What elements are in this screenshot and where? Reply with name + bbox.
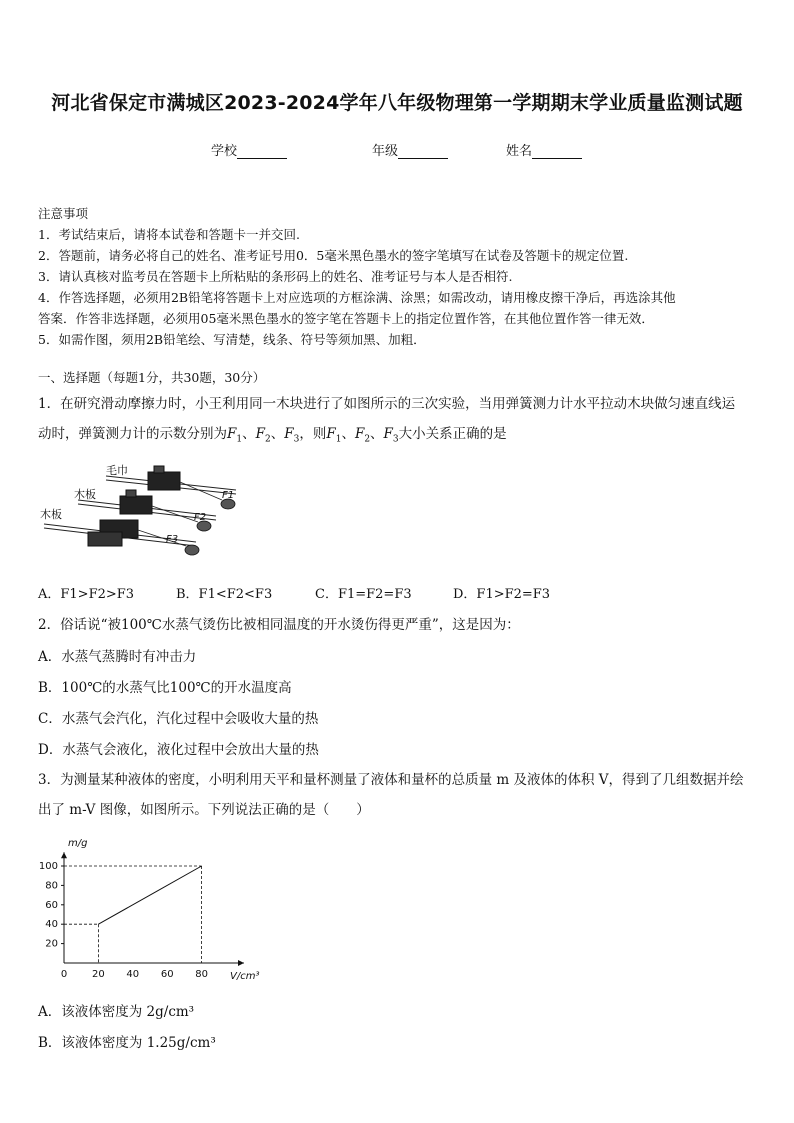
- q2-option-b[interactable]: B．100℃的水蒸气比100℃的开水温度高: [38, 680, 292, 696]
- q1-option-d[interactable]: D．F1>F2=F3: [453, 587, 551, 602]
- y-axis-arrow: [61, 852, 67, 858]
- note-item: 2．答题前，请务必将自己的姓名、准考证号用0．5毫米黑色墨水的签字笔填写在试卷及答题卡的规定位置.: [38, 248, 629, 263]
- q1-option-c[interactable]: C．F1=F2=F3: [315, 587, 412, 602]
- name-label: 姓名: [506, 144, 533, 159]
- school-field[interactable]: [211, 140, 287, 159]
- q3-line1: 3．为测量某种液体的密度，小明利用天平和量杯测量了液体和量杯的总质量 m 及液体的体积 V，得到了几组数据并绘: [38, 772, 744, 788]
- q3-line2: 出了 m-V 图像，如图所示。下列说法正确的是（ ）: [38, 802, 370, 818]
- label-f3: F3: [166, 534, 179, 545]
- y-tick-label: 100: [38, 861, 58, 872]
- x-axis-arrow: [238, 960, 244, 966]
- q3-option-b[interactable]: B．该液体密度为 1.25g/cm³: [38, 1035, 216, 1051]
- grade-label: 年级: [372, 144, 399, 159]
- q1-line1: 1．在研究滑动摩擦力时，小王利用同一木块进行了如图所示的三次实验，当用弹簧测力计水平拉动木块做匀速直线运: [38, 396, 736, 412]
- x-tick-label: 80: [195, 969, 208, 980]
- y-tick-label: 40: [45, 919, 58, 931]
- q2-option-d[interactable]: D．水蒸气会液化，液化过程中会放出大量的热: [38, 742, 319, 758]
- notes-heading: 注意事项: [38, 206, 89, 221]
- label-towel: 毛巾: [106, 464, 128, 477]
- question-3: [38, 765, 760, 825]
- q1-figure: [36, 458, 266, 570]
- note-item: 4．作答选择题，必须用2B铅笔将答题卡上对应选项的方框涂满、涂黑；如需改动，请用橡皮擦干净后，再选涂其他: [38, 290, 676, 305]
- note-item: 5．如需作图，须用2B铅笔绘、写清楚，线条、符号等须加黑、加粗．: [38, 332, 426, 347]
- series-line: [98, 866, 201, 924]
- q2-stem: 2．俗话说“被100℃水蒸气烫伤比被相同温度的开水烫伤得更严重”，这是因为：: [38, 617, 520, 633]
- x-tick-label: 60: [160, 969, 174, 980]
- mv-chart: [30, 833, 300, 983]
- note-item: 答案．作答非选择题，必须用05毫米黑色墨水的签字笔在答题卡上的指定位置作答，在其他位置作答一律无效．: [38, 311, 654, 326]
- x-axis-label: V/cm³: [230, 971, 260, 982]
- q2-option-a[interactable]: A．水蒸气蒸腾时有冲击力: [38, 649, 197, 665]
- notes-section: [38, 203, 758, 350]
- q1-option-a[interactable]: A．F1>F2>F3: [38, 587, 135, 602]
- note-item: 3．请认真核对监考员在答题卡上所粘贴的条形码上的姓名、准考证号与本人是否相符.: [38, 269, 513, 284]
- label-board-2: 木板: [40, 508, 62, 521]
- y-axis-label: m/g: [68, 838, 88, 849]
- y-tick-label: 80: [45, 880, 58, 892]
- q2-option-c[interactable]: C．水蒸气会汽化，汽化过程中会吸收大量的热: [38, 711, 319, 727]
- page-title: 河北省保定市满城区2023-2024学年八年级物理第一学期期末学业质量监测试题: [51, 92, 743, 114]
- q3-option-a[interactable]: A．该液体密度为 2g/cm³: [38, 1004, 195, 1020]
- x-tick-label: 40: [126, 969, 140, 980]
- q1-option-b[interactable]: B．F1<F2<F3: [176, 587, 273, 602]
- grade-field[interactable]: [372, 140, 448, 159]
- label-board-1: 木板: [74, 488, 96, 501]
- q1-line2: 动时，弹簧测力计的示数分别为$F_1$、$F_2$、$F_3$，则$F_1$、$F_2$、$F_3$大小关系正确的是: [38, 426, 507, 445]
- section-heading: 一、选择题（每题1分，共30题，30分）: [38, 370, 266, 385]
- y-tick-label: 60: [45, 899, 58, 911]
- x-tick-label: 0: [60, 969, 68, 980]
- label-f2: F2: [194, 512, 207, 523]
- name-field[interactable]: [506, 140, 582, 159]
- label-f1: F1: [222, 490, 235, 501]
- school-label: 学校: [211, 144, 238, 159]
- question-1: [38, 389, 760, 455]
- y-tick-label: 20: [45, 938, 58, 950]
- x-tick-label: 20: [92, 969, 105, 980]
- note-item: 1．考试结束后，请将本试卷和答题卡一并交回.: [38, 227, 300, 242]
